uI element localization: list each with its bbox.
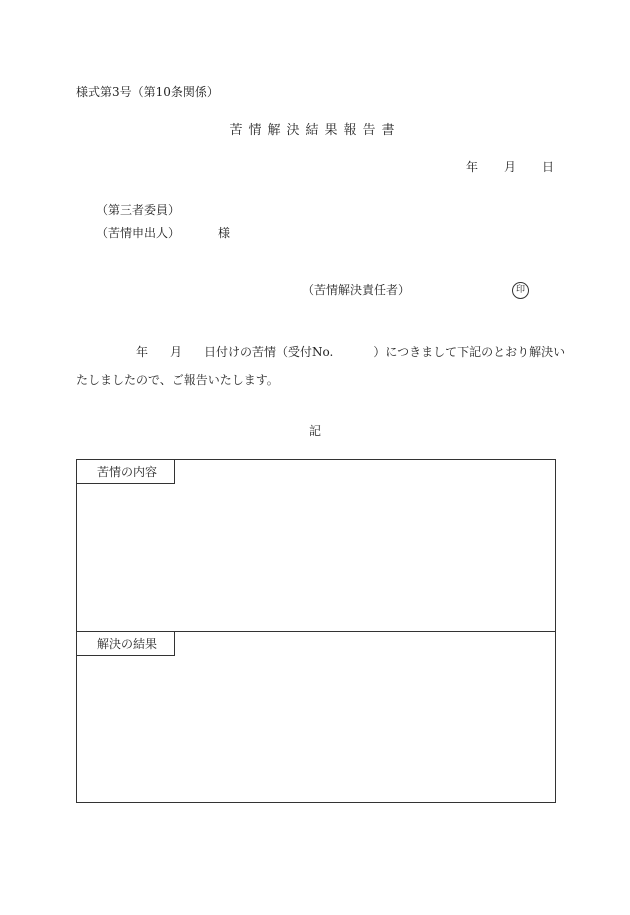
body-line-1 [136,346,565,358]
body-month: 月 [170,345,183,359]
section-label-content: 苦情の内容 [77,460,175,484]
date-month: 月 [504,160,517,174]
date-year: 年 [466,160,479,174]
body-year: 年 [136,345,149,359]
section-label-result: 解決の結果 [77,632,175,656]
body-rest: ）につきまして下記のとおり解決い [373,345,566,359]
responsible-person-label: （苦情解決責任者） [302,283,411,297]
form-number: 様式第3号（第10条関係） [76,85,219,99]
report-table [76,459,556,803]
date-day: 日 [542,160,555,174]
honorific-sama: 様 [218,226,231,240]
ki-heading: 記 [308,424,321,438]
addressee-complainant: （苦情申出人） [96,226,181,240]
document-title: 苦情解決結果報告書 [229,123,401,138]
body-day-text: 日付けの苦情（受付No. [204,345,334,359]
seal-stamp-icon: 印 [512,282,529,299]
addressee-third-party: （第三者委員） [96,203,181,217]
section-complaint-content [77,460,555,632]
body-line-2: たしましたので、ご報告いたします。 [76,373,279,387]
section-resolution-result [77,632,555,802]
date-row [466,161,554,173]
